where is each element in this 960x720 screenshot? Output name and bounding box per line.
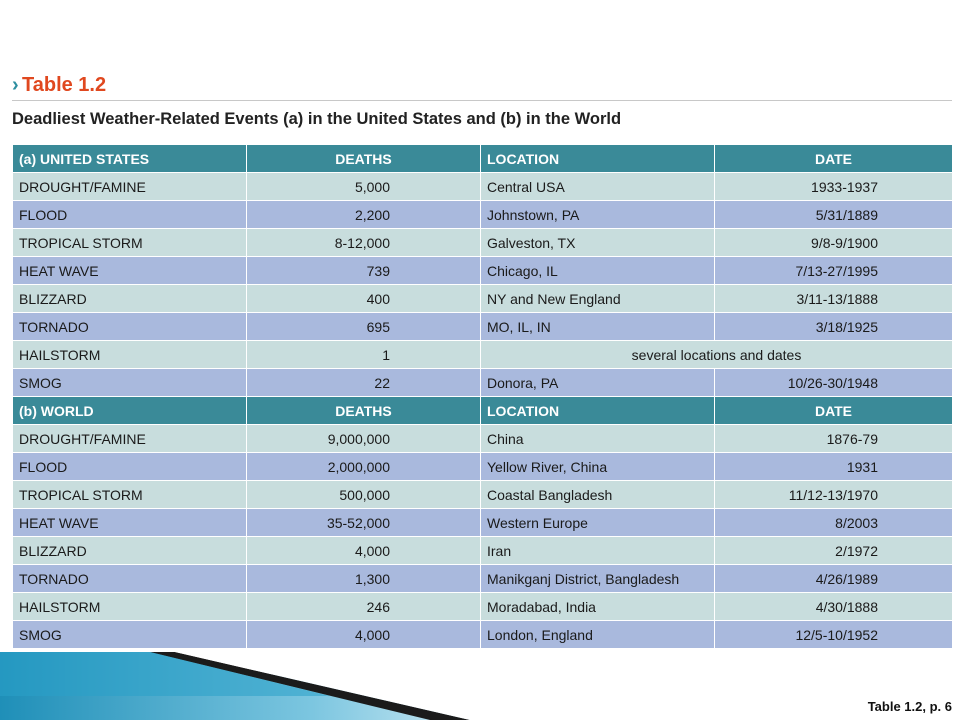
source-note: Table 1.2, p. 6 [867, 699, 952, 714]
date-cell: 9/8-9/1900 [715, 229, 953, 257]
table-row [13, 257, 953, 285]
event-cell: HEAT WAVE [13, 257, 247, 285]
table-row [13, 425, 953, 453]
deaths-cell: 22 [247, 369, 481, 397]
location-cell: MO, IL, IN [481, 313, 715, 341]
location-cell: Coastal Bangladesh [481, 481, 715, 509]
location-cell: Chicago, IL [481, 257, 715, 285]
date-cell: 3/18/1925 [715, 313, 953, 341]
deaths-cell: 2,000,000 [247, 453, 481, 481]
date-cell: 10/26-30/1948 [715, 369, 953, 397]
table-header [12, 72, 952, 101]
date-cell: 7/13-27/1995 [715, 257, 953, 285]
location-cell: Johnstown, PA [481, 201, 715, 229]
location-cell: NY and New England [481, 285, 715, 313]
column-header: LOCATION [481, 397, 715, 425]
section-header-row [13, 145, 953, 173]
date-cell: 11/12-13/1970 [715, 481, 953, 509]
location-cell: Yellow River, China [481, 453, 715, 481]
location-cell: Manikganj District, Bangladesh [481, 565, 715, 593]
column-header: LOCATION [481, 145, 715, 173]
deaths-cell: 246 [247, 593, 481, 621]
deaths-cell: 739 [247, 257, 481, 285]
event-cell: FLOOD [13, 201, 247, 229]
table-title: Table 1.2 [22, 74, 107, 96]
date-cell: 8/2003 [715, 509, 953, 537]
event-cell: DROUGHT/FAMINE [13, 173, 247, 201]
weather-events-table [12, 144, 953, 649]
table-row [13, 593, 953, 621]
event-cell: TORNADO [13, 565, 247, 593]
column-header: DEATHS [247, 397, 481, 425]
table-row [13, 481, 953, 509]
event-cell: HAILSTORM [13, 341, 247, 369]
location-cell: London, England [481, 621, 715, 649]
date-cell: 2/1972 [715, 537, 953, 565]
table-row [13, 369, 953, 397]
column-header: DATE [715, 145, 953, 173]
event-cell: SMOG [13, 369, 247, 397]
deaths-cell: 1,300 [247, 565, 481, 593]
table-row [13, 453, 953, 481]
table-row [13, 537, 953, 565]
deaths-cell: 400 [247, 285, 481, 313]
table-row [13, 229, 953, 257]
column-header: DEATHS [247, 145, 481, 173]
deaths-cell: 1 [247, 341, 481, 369]
location-cell: Donora, PA [481, 369, 715, 397]
deaths-cell: 4,000 [247, 537, 481, 565]
event-cell: HAILSTORM [13, 593, 247, 621]
event-cell: TROPICAL STORM [13, 481, 247, 509]
event-cell: DROUGHT/FAMINE [13, 425, 247, 453]
deaths-cell: 2,200 [247, 201, 481, 229]
event-cell: BLIZZARD [13, 285, 247, 313]
date-cell: 4/26/1989 [715, 565, 953, 593]
event-cell: HEAT WAVE [13, 509, 247, 537]
location-date-cell: several locations and dates [481, 341, 953, 369]
table-row [13, 341, 953, 369]
table-caption: Deadliest Weather-Related Events (a) in the United States and (b) in the World [12, 110, 622, 128]
event-cell: SMOG [13, 621, 247, 649]
deaths-cell: 5,000 [247, 173, 481, 201]
deaths-cell: 500,000 [247, 481, 481, 509]
location-cell: Iran [481, 537, 715, 565]
section-header-row [13, 397, 953, 425]
date-cell: 1931 [715, 453, 953, 481]
date-cell: 4/30/1888 [715, 593, 953, 621]
column-header: (a) UNITED STATES [13, 145, 247, 173]
location-cell: Central USA [481, 173, 715, 201]
event-cell: TROPICAL STORM [13, 229, 247, 257]
location-cell: Moradabad, India [481, 593, 715, 621]
date-cell: 3/11-13/1888 [715, 285, 953, 313]
deaths-cell: 9,000,000 [247, 425, 481, 453]
deaths-cell: 695 [247, 313, 481, 341]
footer-decoration [0, 652, 520, 720]
event-cell: FLOOD [13, 453, 247, 481]
deaths-cell: 4,000 [247, 621, 481, 649]
event-cell: TORNADO [13, 313, 247, 341]
event-cell: BLIZZARD [13, 537, 247, 565]
date-cell: 5/31/1889 [715, 201, 953, 229]
table-row [13, 173, 953, 201]
table-row [13, 621, 953, 649]
deaths-cell: 8-12,000 [247, 229, 481, 257]
column-header: DATE [715, 397, 953, 425]
deaths-cell: 35-52,000 [247, 509, 481, 537]
location-cell: Western Europe [481, 509, 715, 537]
date-cell: 12/5-10/1952 [715, 621, 953, 649]
table-row [13, 201, 953, 229]
location-cell: Galveston, TX [481, 229, 715, 257]
location-cell: China [481, 425, 715, 453]
table-row [13, 565, 953, 593]
table-row [13, 509, 953, 537]
date-cell: 1876-79 [715, 425, 953, 453]
date-cell: 1933-1937 [715, 173, 953, 201]
title-mark-icon: › [12, 74, 19, 96]
table-row [13, 285, 953, 313]
column-header: (b) WORLD [13, 397, 247, 425]
table-row [13, 313, 953, 341]
